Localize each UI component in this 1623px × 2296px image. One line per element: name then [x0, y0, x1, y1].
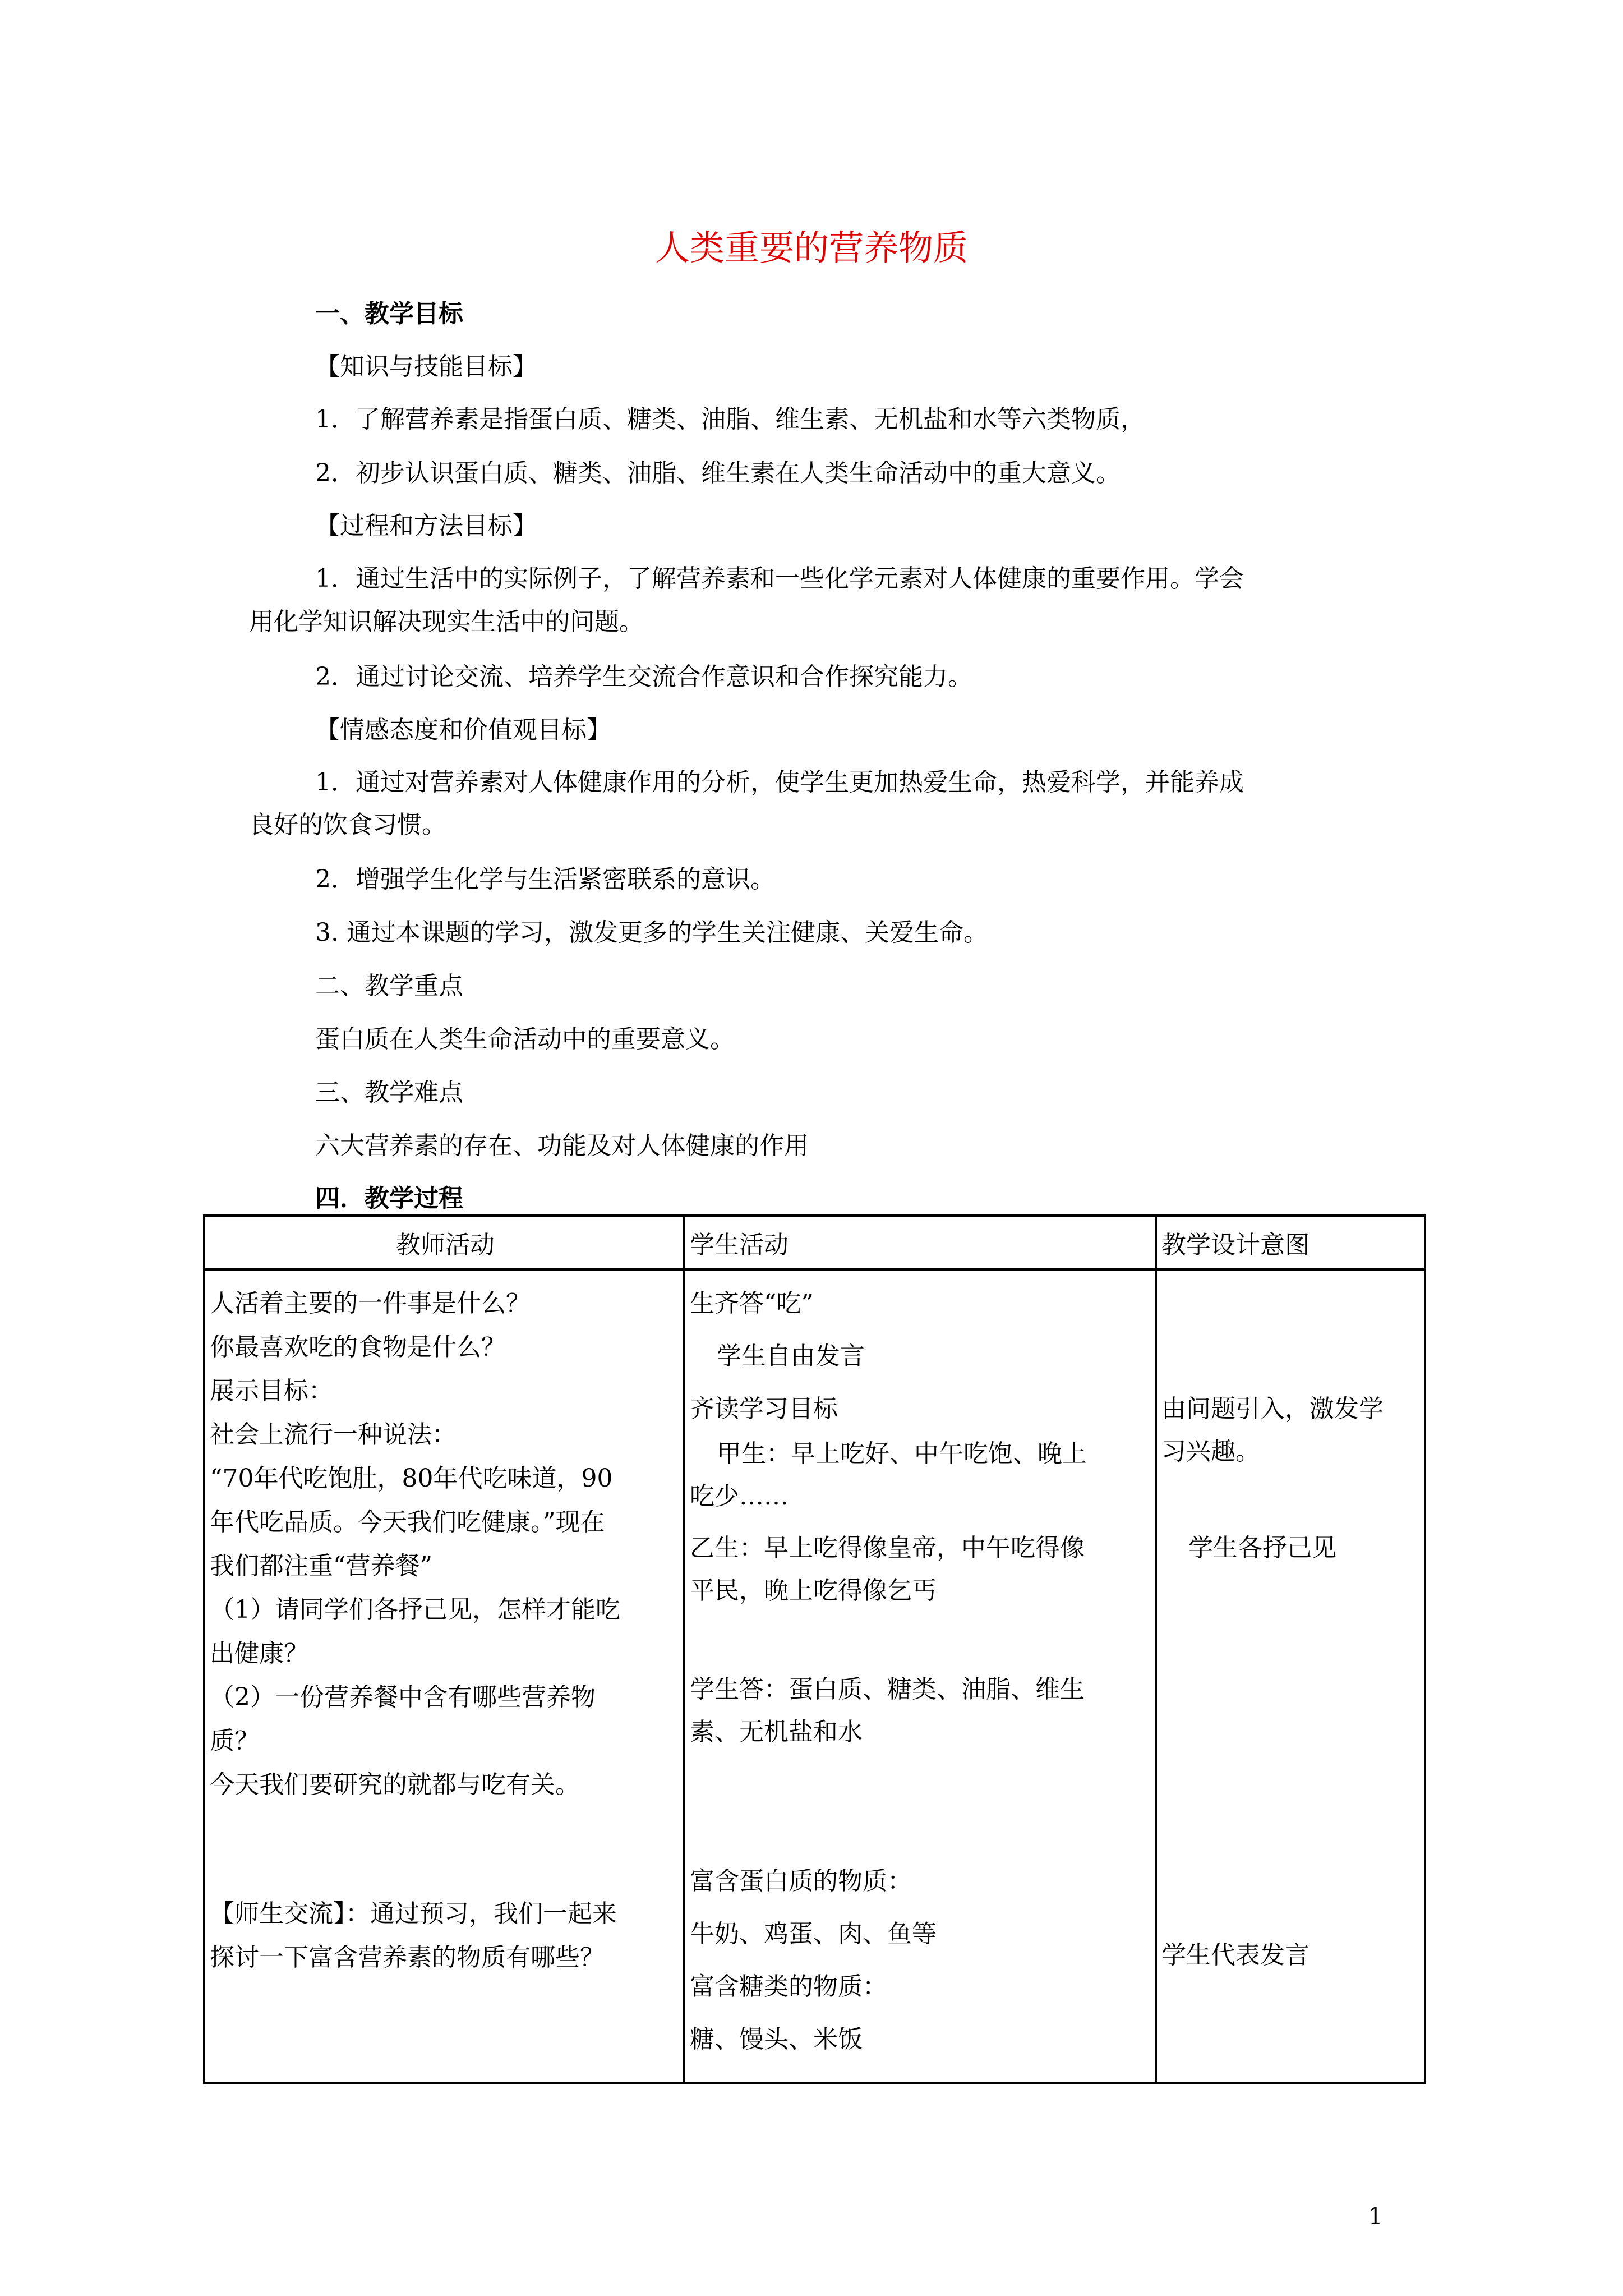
page-number: 1: [1368, 2203, 1383, 2229]
student-line: 学生自由发言: [717, 1342, 865, 1370]
intent-line: 由问题引入，激发学: [1161, 1395, 1384, 1423]
student-line: 牛奶、鸡蛋、肉、鱼等: [690, 1920, 937, 1948]
teacher-line: 【师生交流】：通过预习，我们一起来: [210, 1899, 617, 1928]
teacher-line: （1）请同学们各抒己见，怎样才能吃: [210, 1595, 620, 1624]
section-heading-key-points: 二、教学重点: [315, 972, 463, 1000]
section-heading-process: 四．教学过程: [315, 1184, 463, 1213]
teacher-line: 我们都注重“营养餐”: [210, 1552, 432, 1580]
student-line: 齐读学习目标: [690, 1395, 838, 1423]
intent-line: 学生各抒己见: [1188, 1534, 1336, 1562]
teacher-line: 你最喜欢吃的食物是什么？: [210, 1333, 506, 1361]
process-goal-item: 1．通过生活中的实际例子，了解营养素和一些化学元素对人体健康的重要作用。学会: [315, 564, 1244, 593]
emotion-goal-item: 2．增强学生化学与生活紧密联系的意识。: [315, 865, 775, 894]
intent-line: 习兴趣。: [1161, 1437, 1260, 1466]
student-activity-cell: [684, 1269, 1156, 2083]
teaching-process-table: [203, 1214, 1426, 2084]
header-cell-student: [684, 1216, 1156, 1269]
knowledge-goal-label: 【知识与技能目标】: [315, 352, 537, 381]
table-header-row: [204, 1216, 1425, 1269]
knowledge-goal-item: 2．初步认识蛋白质、糖类、油脂、维生素在人类生命活动中的重大意义。: [315, 459, 1121, 487]
student-line: 生齐答“吃”: [690, 1289, 814, 1318]
teacher-line: 质？: [210, 1727, 259, 1755]
student-line: 素、无机盐和水: [690, 1718, 863, 1746]
emotion-goal-item: 1．通过对营养素对人体健康作用的分析，使学生更加热爱生命，热爱科学，并能养成: [315, 768, 1244, 797]
document-title: 人类重要的营养物质: [654, 227, 968, 268]
section-heading-difficulties: 三、教学难点: [315, 1078, 463, 1107]
knowledge-goal-item: 1．了解营养素是指蛋白质、糖类、油脂、维生素、无机盐和水等六类物质，: [315, 405, 1145, 434]
emotion-goal-item: 3. 通过本课题的学习，激发更多的学生关注健康、关爱生命。: [315, 918, 988, 947]
intent-line: 学生代表发言: [1161, 1941, 1310, 1970]
process-goal-item-cont: 用化学知识解决现实生活中的问题。: [249, 608, 644, 636]
header-intent-label: 教学设计意图: [1161, 1231, 1310, 1259]
teacher-line: 社会上流行一种说法：: [210, 1420, 457, 1449]
teacher-line: 出健康？: [210, 1639, 308, 1668]
teacher-line: （2）一份营养餐中含有哪些营养物: [210, 1683, 596, 1711]
table-row: [204, 1269, 1425, 2083]
process-goal-item: 2．通过讨论交流、培养学生交流合作意识和合作探究能力。: [315, 662, 972, 691]
teacher-line: 展示目标：: [210, 1377, 333, 1405]
header-cell-intent: [1156, 1216, 1425, 1269]
teacher-line: 今天我们要研究的就都与吃有关。: [210, 1770, 580, 1799]
key-points-text: 蛋白质在人类生命活动中的重要意义。: [315, 1025, 735, 1053]
student-line: 甲生：早上吃好、中午吃饱、晚上: [717, 1439, 1087, 1468]
student-line: 富含蛋白质的物质：: [690, 1867, 912, 1895]
section-heading-objectives: 一、教学目标: [315, 300, 463, 328]
teacher-line: “70年代吃饱肚，80年代吃味道，90: [210, 1464, 613, 1493]
header-teacher-label: 教师活动: [396, 1231, 495, 1259]
teacher-line: 人活着主要的一件事是什么？: [210, 1289, 531, 1318]
student-line: 吃少……: [690, 1482, 789, 1511]
header-cell-teacher: [204, 1216, 684, 1269]
process-goal-label: 【过程和方法目标】: [315, 512, 537, 540]
student-line: 学生答：蛋白质、糖类、油脂、维生: [690, 1675, 1085, 1704]
emotion-goal-item-cont: 良好的饮食习惯。: [249, 811, 446, 839]
teacher-line: 年代吃品质。今天我们吃健康。”现在: [210, 1508, 605, 1536]
student-line: 乙生：早上吃得像皇帝，中午吃得像: [690, 1534, 1085, 1562]
student-line: 富含糖类的物质：: [690, 1972, 887, 2001]
header-student-label: 学生活动: [690, 1231, 789, 1259]
difficulties-text: 六大营养素的存在、功能及对人体健康的作用: [315, 1131, 809, 1160]
design-intent-cell: [1156, 1269, 1425, 2083]
emotion-goal-label: 【情感态度和价值观目标】: [315, 716, 611, 744]
teacher-activity-cell: [204, 1269, 684, 2083]
student-line: 糖、馒头、米饭: [690, 2025, 863, 2054]
student-line: 平民，晚上吃得像乞丐: [690, 1576, 937, 1605]
teacher-line: 探讨一下富含营养素的物质有哪些？: [210, 1943, 605, 1972]
